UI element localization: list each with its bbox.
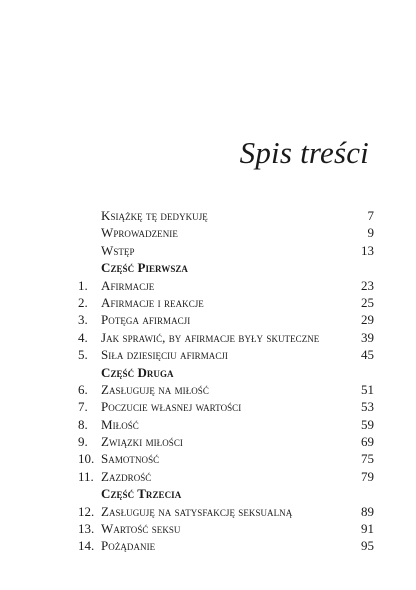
toc-entry-number: 11. [78, 468, 94, 484]
toc-entry [78, 434, 374, 451]
toc-entry-label: Zasługuję na miłość [101, 381, 209, 397]
page-title: Spis treści [239, 135, 369, 170]
toc-entry [78, 504, 374, 521]
toc-entry-label: Wprowadzenie [101, 225, 178, 241]
toc-entry-number: 14. [78, 538, 95, 554]
toc-entry-label: Afirmacje [101, 277, 155, 293]
toc-entry-page: 29 [361, 312, 374, 328]
toc-entry-number: 4. [78, 329, 88, 345]
toc-entry [78, 382, 374, 399]
toc-entry-page: 79 [361, 468, 374, 484]
toc-entry-label: Pożądanie [101, 538, 156, 554]
table-of-contents [78, 208, 374, 556]
toc-entry [78, 278, 374, 295]
toc-entry-page: 13 [361, 242, 374, 258]
toc-entry [78, 312, 374, 329]
toc-entry-page: 53 [361, 399, 374, 415]
toc-entry-number: 2. [78, 294, 88, 310]
toc-entry-number: 1. [78, 277, 88, 293]
toc-entry [78, 330, 374, 347]
toc-entry-page: 45 [361, 347, 374, 363]
toc-entry-page: 75 [361, 451, 374, 467]
toc-entry-number: 5. [78, 347, 88, 363]
toc-entry-number: 3. [78, 312, 88, 328]
toc-entry-label: Część Trzecia [101, 486, 182, 502]
toc-entry-page: 95 [361, 538, 374, 554]
toc-section-heading [78, 260, 374, 277]
toc-entry-number: 8. [78, 416, 88, 432]
toc-entry [78, 469, 374, 486]
toc-entry [78, 521, 374, 538]
toc-entry-label: Afirmacje i reakcje [101, 294, 204, 310]
toc-entry-page: 91 [361, 521, 374, 537]
toc-entry-page: 89 [361, 503, 374, 519]
toc-entry [78, 538, 374, 555]
toc-entry [78, 417, 374, 434]
toc-entry-label: Wstęp [101, 242, 135, 258]
toc-entry-page: 39 [361, 329, 374, 345]
toc-section-heading [78, 486, 374, 503]
toc-entry-label: Jak sprawić, by afirmacje były skuteczne [101, 329, 320, 345]
toc-entry-label: Zasługuję na satysfakcję seksualną [101, 503, 293, 519]
toc-entry-number: 13. [78, 521, 95, 537]
toc-entry-label: Poczucie własnej wartości [101, 399, 242, 415]
toc-entry-label: Potęga afirmacji [101, 312, 191, 328]
toc-entry [78, 295, 374, 312]
toc-entry-label: Książkę tę dedykuję [101, 208, 208, 223]
toc-entry [78, 347, 374, 364]
toc-entry-number: 6. [78, 381, 88, 397]
toc-entry-label: Część Pierwsza [101, 260, 188, 276]
toc-entry-page: 23 [361, 277, 374, 293]
toc-entry [78, 451, 374, 468]
toc-section-heading [78, 365, 374, 382]
toc-entry [78, 208, 374, 225]
toc-entry-number: 9. [78, 434, 88, 450]
toc-entry-label: Samotność [101, 451, 160, 467]
toc-entry [78, 225, 374, 242]
toc-entry-label: Zazdrość [101, 468, 152, 484]
toc-entry-number: 7. [78, 399, 88, 415]
toc-entry-page: 59 [361, 416, 374, 432]
toc-entry [78, 399, 374, 416]
toc-entry-label: Związki miłości [101, 434, 183, 450]
toc-entry-label: Wartość seksu [101, 521, 181, 537]
toc-entry-page: 7 [367, 208, 374, 223]
toc-entry-page: 9 [367, 225, 374, 241]
toc-entry-page: 25 [361, 294, 374, 310]
toc-entry-number: 10. [78, 451, 95, 467]
toc-entry-label: Część Druga [101, 364, 174, 380]
toc-entry [78, 243, 374, 260]
toc-entry-page: 69 [361, 434, 374, 450]
toc-entry-page: 51 [361, 381, 374, 397]
toc-entry-number: 12. [78, 503, 95, 519]
toc-entry-label: Siła dziesięciu afirmacji [101, 347, 228, 363]
toc-entry-label: Miłość [101, 416, 139, 432]
